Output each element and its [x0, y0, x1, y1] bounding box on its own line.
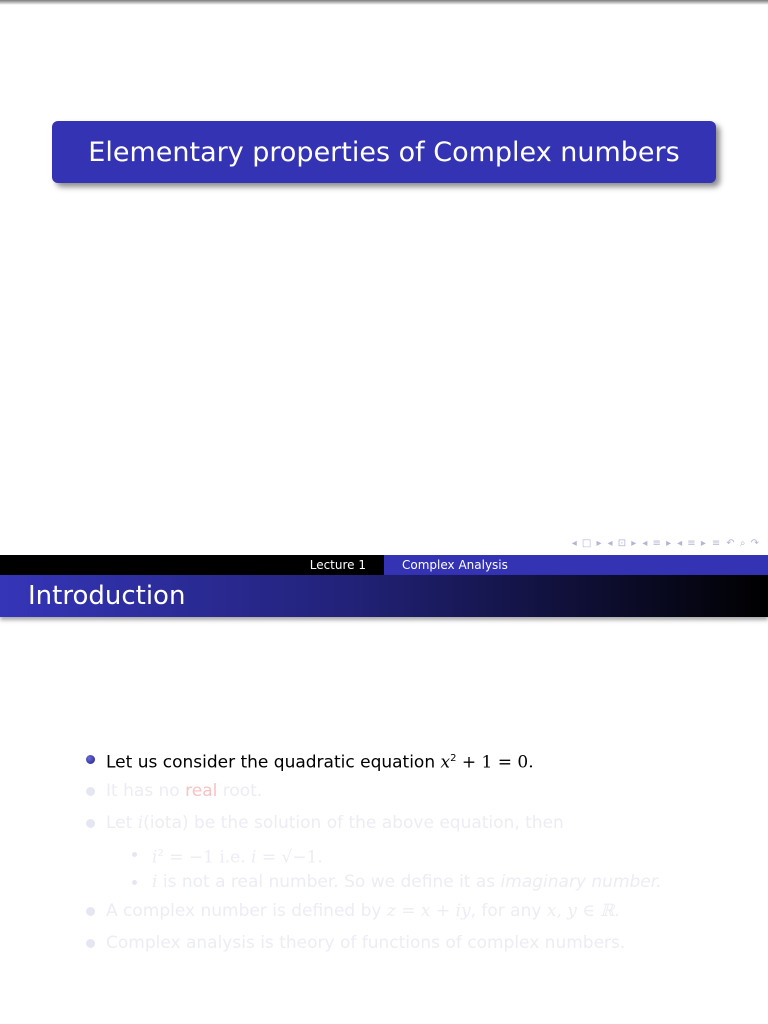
bullet-icon	[86, 819, 95, 828]
appendix-nav-icon[interactable]: ≡	[711, 538, 722, 549]
bullet-complex-definition: A complex number is defined by z = x + iy, for any x, y ∈ ℝ.	[86, 897, 746, 929]
navigation-controls	[572, 538, 760, 549]
bullet-icon	[86, 755, 95, 764]
presentation-title: Elementary properties of Complex numbers	[88, 136, 680, 168]
header-lecture	[0, 555, 384, 575]
bullet-iota: Let i(iota) be the solution of the above equation, then	[86, 809, 746, 841]
subsection-nav-icon[interactable]: ◂ ⊡ ▸	[607, 538, 638, 549]
header-course	[384, 555, 768, 575]
header-bar	[0, 555, 768, 575]
bullet-no-real-root: It has no real root.	[86, 777, 746, 809]
frame-title	[0, 575, 768, 617]
top-shadow	[0, 0, 768, 5]
bullet-quadratic: Let us consider the quadratic equation $x^2 + 1 = 0$.	[86, 745, 746, 777]
bullet-icon	[86, 907, 95, 916]
sub-bullet-i-squared: $i^2 = -1$ i.e. i = √−1.	[86, 841, 746, 869]
course-label: Complex Analysis	[402, 558, 508, 572]
title-block	[52, 121, 716, 183]
slide-2	[0, 555, 768, 1024]
bullet-icon	[86, 787, 95, 796]
sub-bullet-icon	[132, 852, 137, 857]
frame-nav-icon[interactable]: ◂ □ ▸	[571, 538, 603, 549]
section-nav-icon[interactable]: ◂ ≡ ▸	[642, 538, 673, 549]
frame-title-text: Introduction	[28, 581, 186, 611]
sub-bullet-icon	[132, 880, 137, 885]
sub-bullet-imaginary: i is not a real number. So we define it as imaginary number.	[86, 869, 746, 897]
bullet-list	[86, 745, 746, 961]
search-back-forward-icon[interactable]: ↶ ⌕ ↷	[726, 538, 760, 549]
document-nav-icon[interactable]: ◂ ≡ ▸	[677, 538, 707, 549]
bullet-icon	[86, 939, 95, 948]
bullet-complex-analysis: Complex analysis is theory of functions of complex numbers.	[86, 929, 746, 961]
lecture-label: Lecture 1	[309, 558, 366, 572]
